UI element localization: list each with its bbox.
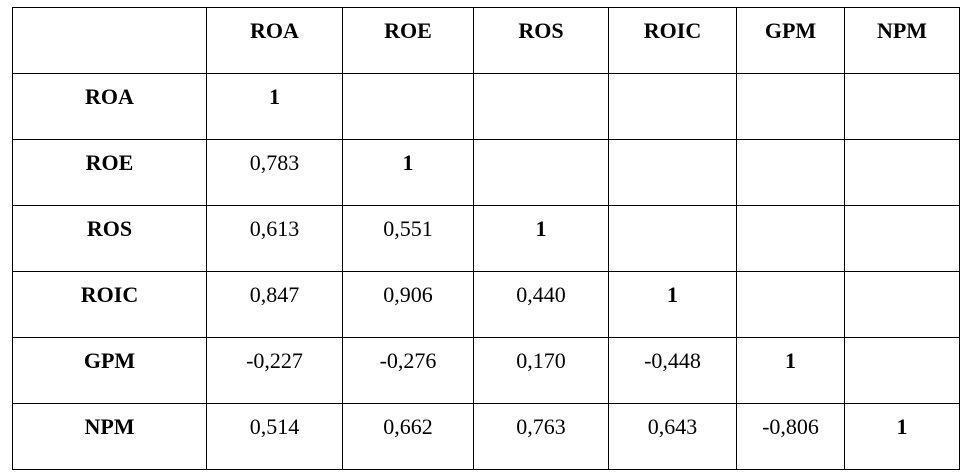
table-cell: -0,276 bbox=[343, 338, 474, 404]
column-header-label: ROIC bbox=[643, 18, 702, 43]
column-header-roa bbox=[207, 8, 343, 74]
corner-cell bbox=[13, 8, 207, 74]
table-cell: 1 bbox=[845, 404, 960, 470]
table-cell: 0,551 bbox=[343, 206, 474, 272]
table-cell: 0,847 bbox=[207, 272, 343, 338]
table-cell: 0,662 bbox=[343, 404, 474, 470]
row-header-label: NPM bbox=[84, 414, 135, 439]
table-cell: 0,613 bbox=[207, 206, 343, 272]
column-header-gpm bbox=[737, 8, 845, 74]
row-header-roic bbox=[13, 272, 207, 338]
column-header-label: NPM bbox=[876, 18, 928, 43]
table-row-roe bbox=[13, 140, 960, 206]
row-header-npm bbox=[13, 404, 207, 470]
table-cell bbox=[845, 74, 960, 140]
column-header-label: GPM bbox=[764, 18, 817, 43]
row-header-label: ROA bbox=[85, 84, 134, 109]
table-cell bbox=[609, 206, 737, 272]
row-header-ros bbox=[13, 206, 207, 272]
table-cell bbox=[737, 272, 845, 338]
table-cell: 1 bbox=[474, 206, 609, 272]
table-cell: 0,643 bbox=[609, 404, 737, 470]
table-cell bbox=[343, 74, 474, 140]
row-header-label: ROIC bbox=[80, 282, 139, 307]
column-header-label: ROA bbox=[250, 18, 299, 43]
table-cell bbox=[845, 140, 960, 206]
table-cell: -0,448 bbox=[609, 338, 737, 404]
table-cell: 0,763 bbox=[474, 404, 609, 470]
table-cell: -0,806 bbox=[737, 404, 845, 470]
table-cell bbox=[609, 140, 737, 206]
row-header-roa bbox=[13, 74, 207, 140]
row-header-gpm bbox=[13, 338, 207, 404]
table-cell bbox=[609, 74, 737, 140]
column-header-label: ROE bbox=[384, 18, 432, 43]
row-header-label: ROE bbox=[85, 150, 134, 175]
table-cell: 0,440 bbox=[474, 272, 609, 338]
table-cell bbox=[474, 74, 609, 140]
table-cell: 1 bbox=[343, 140, 474, 206]
table-cell bbox=[737, 140, 845, 206]
table-cell: 0,906 bbox=[343, 272, 474, 338]
table-cell bbox=[737, 206, 845, 272]
table-row-roic bbox=[13, 272, 960, 338]
table-cell bbox=[845, 338, 960, 404]
table-row-ros bbox=[13, 206, 960, 272]
row-header-label: ROS bbox=[86, 216, 133, 241]
column-header-roic bbox=[609, 8, 737, 74]
correlation-matrix-table bbox=[12, 7, 960, 470]
column-header-ros bbox=[474, 8, 609, 74]
column-header-roe bbox=[343, 8, 474, 74]
column-header-label: ROS bbox=[518, 18, 564, 43]
table-cell: 0,514 bbox=[207, 404, 343, 470]
row-header-label: GPM bbox=[83, 348, 136, 373]
table-cell bbox=[845, 272, 960, 338]
table-row-roa bbox=[13, 74, 960, 140]
header-row bbox=[13, 8, 960, 74]
table-row-gpm bbox=[13, 338, 960, 404]
table-cell: 0,170 bbox=[474, 338, 609, 404]
correlation-table-container bbox=[12, 7, 960, 470]
table-cell: 1 bbox=[737, 338, 845, 404]
table-cell: 0,783 bbox=[207, 140, 343, 206]
table-cell: 1 bbox=[609, 272, 737, 338]
table-row-npm bbox=[13, 404, 960, 470]
table-cell bbox=[845, 206, 960, 272]
table-cell bbox=[474, 140, 609, 206]
table-cell: 1 bbox=[207, 74, 343, 140]
column-header-npm bbox=[845, 8, 960, 74]
row-header-roe bbox=[13, 140, 207, 206]
table-cell: -0,227 bbox=[207, 338, 343, 404]
table-cell bbox=[737, 74, 845, 140]
